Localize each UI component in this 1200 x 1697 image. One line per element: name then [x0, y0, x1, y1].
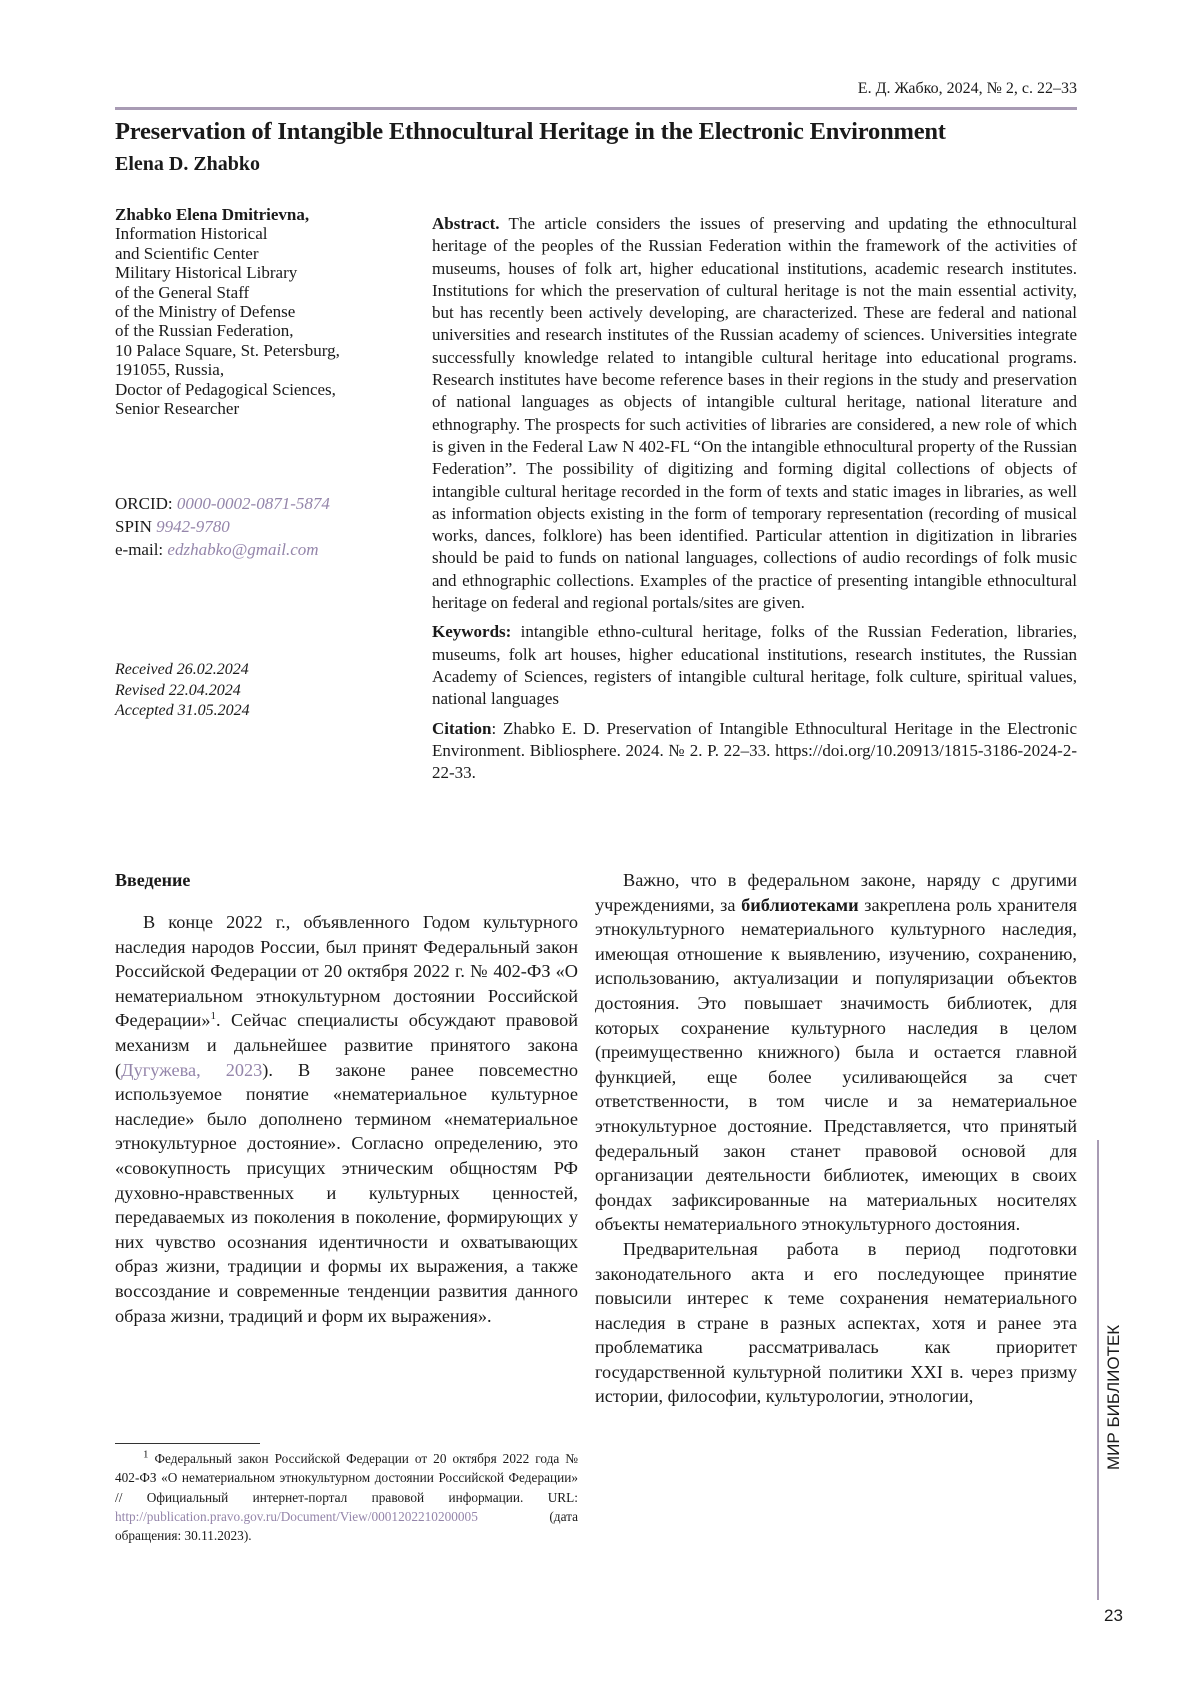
footnote-marker[interactable]: 1 — [210, 1010, 216, 1022]
email-label: e-mail: — [115, 540, 167, 559]
footnote-tail: (дата обращения: 30.11.2023). — [115, 1509, 578, 1543]
footnote-rule — [115, 1443, 260, 1444]
side-rule — [1097, 1140, 1099, 1600]
affiliation-line: 191055, Russia, — [115, 360, 224, 379]
orcid-link[interactable]: 0000-0002-0871-5874 — [177, 494, 330, 513]
body-column-left — [115, 910, 578, 1328]
affiliation-line: and Scientific Center — [115, 244, 259, 263]
author-affiliation — [115, 205, 415, 418]
keywords — [432, 621, 1077, 710]
text-run: В конце 2022 г., объявленного Годом культурного наследия народов России, был принят Федеральный закон Российской Федерации от 20 октября 2022 г. № 402-ФЗ «О нематериальном этнокультурном достоянии Российской Федерации» — [115, 912, 578, 1030]
footnote-url-link[interactable]: http://publication.pravo.gov.ru/Document/View/0001202210200005 — [115, 1509, 478, 1524]
paragraph: Предварительная работа в период подготовки законодательного акта и его последующее принятие повысили интерес к теме сохранения нематериального наследия в стране в разных аспектах, хотя и ранее эта проблематика рассматривалась как приоритет государственной культурной политики XXI в. через призму истории, философии, культурологии, этнологии, — [595, 1237, 1077, 1409]
affiliation-line: of the Ministry of Defense — [115, 302, 295, 321]
abstract — [432, 213, 1077, 614]
paragraph — [595, 868, 1077, 1237]
author-full-name: Zhabko Elena Dmitrievna, — [115, 205, 309, 224]
bold-term: библиотеками — [741, 895, 859, 915]
keywords-label: Keywords: — [432, 622, 511, 641]
text-run: ). В законе ранее повсеместно используемое понятие «нематериальное культурное наследие» было дополнено термином «нематериальное этнокультурное достояние». Согласно определению, это «совокупность присущих этническим общностям РФ духовно-нравственных и культурных ценностей, передаваемых из поколения в поколение, формирующих у них чувство осознания идентичности и охватывающих образ жизни, традиции и формы их выражения, а также воссоздание и современные тенденции развития данного образа жизни, традиций и форм их выражения». — [115, 1060, 578, 1326]
section-heading: Введение — [115, 870, 190, 891]
affiliation-line: Senior Researcher — [115, 399, 239, 418]
text-run: Важно, что в федеральном законе, наряду с другими учреждениями, за — [595, 870, 1077, 915]
header-rule — [115, 107, 1077, 110]
keywords-text: intangible ethno-cultural heritage, folks of the Russian Federation, libraries, museums, folk art houses, higher educational institutions, research institutes, the Russian Academy of Sciences, registers of intangible cultural heritage, folk culture, spiritual values, national languages — [432, 622, 1077, 708]
article-author: Elena D. Zhabko — [115, 153, 260, 176]
page-number: 23 — [1104, 1606, 1123, 1626]
footnote-text: Федеральный закон Российской Федерации от 20 октября 2022 года № 402-ФЗ «О нематериальном этнокультурном достоянии Российской Федерации» // Официальный интернет-портал правовой информации. URL: — [115, 1451, 578, 1505]
body-column-right — [595, 868, 1077, 1409]
reference-link[interactable]: Дугужева, 2023 — [121, 1060, 262, 1080]
citation — [432, 718, 1077, 785]
journal-side-label: МИР БИБЛИОТЕК — [1104, 1325, 1124, 1470]
orcid-label: ORCID: — [115, 494, 177, 513]
affiliation-line: of the Russian Federation, — [115, 321, 293, 340]
spin-link[interactable]: 9942-9780 — [156, 517, 230, 536]
citation-label: Citation — [432, 719, 492, 738]
article-title: Preservation of Intangible Ethnocultural Heritage in the Electronic Environment — [115, 118, 946, 146]
article-dates — [115, 660, 250, 722]
abstract-block — [432, 213, 1077, 791]
text-run: . Сейчас специалисты обсуждают правовой механизм и дальнейшее развитие принятого закона ( — [115, 1010, 578, 1079]
affiliation-line: Information Historical — [115, 224, 268, 243]
received-date: Received 26.02.2024 — [115, 661, 249, 678]
affiliation-line: of the General Staff — [115, 283, 249, 302]
citation-text: : Zhabko E. D. Preservation of Intangible Ethnocultural Heritage in the Electronic Environment. Bibliosphere. 2024. № 2. P. 22–33. https://doi.org/10.20913/1815-3186-2024-2-22-33. — [432, 719, 1077, 783]
revised-date: Revised 22.04.2024 — [115, 682, 241, 699]
footnote-number: 1 — [143, 1449, 149, 1461]
affiliation-line: Military Historical Library — [115, 263, 297, 282]
email-link[interactable]: edzhabko@gmail.com — [167, 540, 318, 559]
affiliation-line: Doctor of Pedagogical Sciences, — [115, 380, 336, 399]
spin-label: SPIN — [115, 517, 156, 536]
abstract-text: The article considers the issues of preserving and updating the ethnocultural heritage of the peoples of the Russian Federation within the framework of the activities of museums, houses of folk art, higher educational institutions, academic research institutes. Institutions for which the preservation of cultural heritage is not the main essential activity, but has recently been actively developing, are characterized. These are federal and national universities and research institutes of the Russian academy of sciences. Universities integrate successfully knowledge related to intangible cultural heritage into educational programs. Research institutes have become reference bases in their regions in the study and preservation of national languages as objects of intangible cultural heritage, national literature and ethnography. The prospects for such activities of libraries are considered, a new role of which is given in the Federal Law N 402-FL “On the intangible ethnocultural property of the Russian Federation”. The possibility of digitizing and forming digital collections of objects of intangible cultural heritage recorded in the form of texts and static images in libraries, as well as information objects existing in the form of temporary representation (recording of musical works, dances, folklore) has been identified. Particular attention in digitization in libraries should be paid to funds on national languages, collections of audio recordings of folk music and ethnographic collections. Examples of the practice of presenting intangible ethnocultural heritage on federal and regional portals/sites are given. — [432, 214, 1077, 612]
abstract-label: Abstract. — [432, 214, 500, 233]
footnote — [115, 1449, 578, 1545]
paragraph — [115, 910, 578, 1328]
running-head: Е. Д. Жабко, 2024, № 2, с. 22–33 — [858, 80, 1077, 98]
affiliation-line: 10 Palace Square, St. Petersburg, — [115, 341, 340, 360]
author-identifiers — [115, 492, 330, 561]
accepted-date: Accepted 31.05.2024 — [115, 702, 250, 719]
text-run: закреплена роль хранителя этнокультурного нематериального культурного наследия, имеющая отношение к выявлению, изучению, сохранению, использованию, актуализации и популяризации объектов достояния. Это повышает значимость библиотек, для которых сохранение культурного наследия в целом (преимущественно книжного) была и остается главной функцией, еще более усиливающейся за счет ответственности, в том числе и за нематериальное этнокультурное достояние. Представляется, что принятый федеральный закон станет правовой основой для организации деятельности библиотек, имеющих в своих фондах зафиксированные на материальных носителях объекты нематериального этнокультурного достояния. — [595, 895, 1077, 1235]
